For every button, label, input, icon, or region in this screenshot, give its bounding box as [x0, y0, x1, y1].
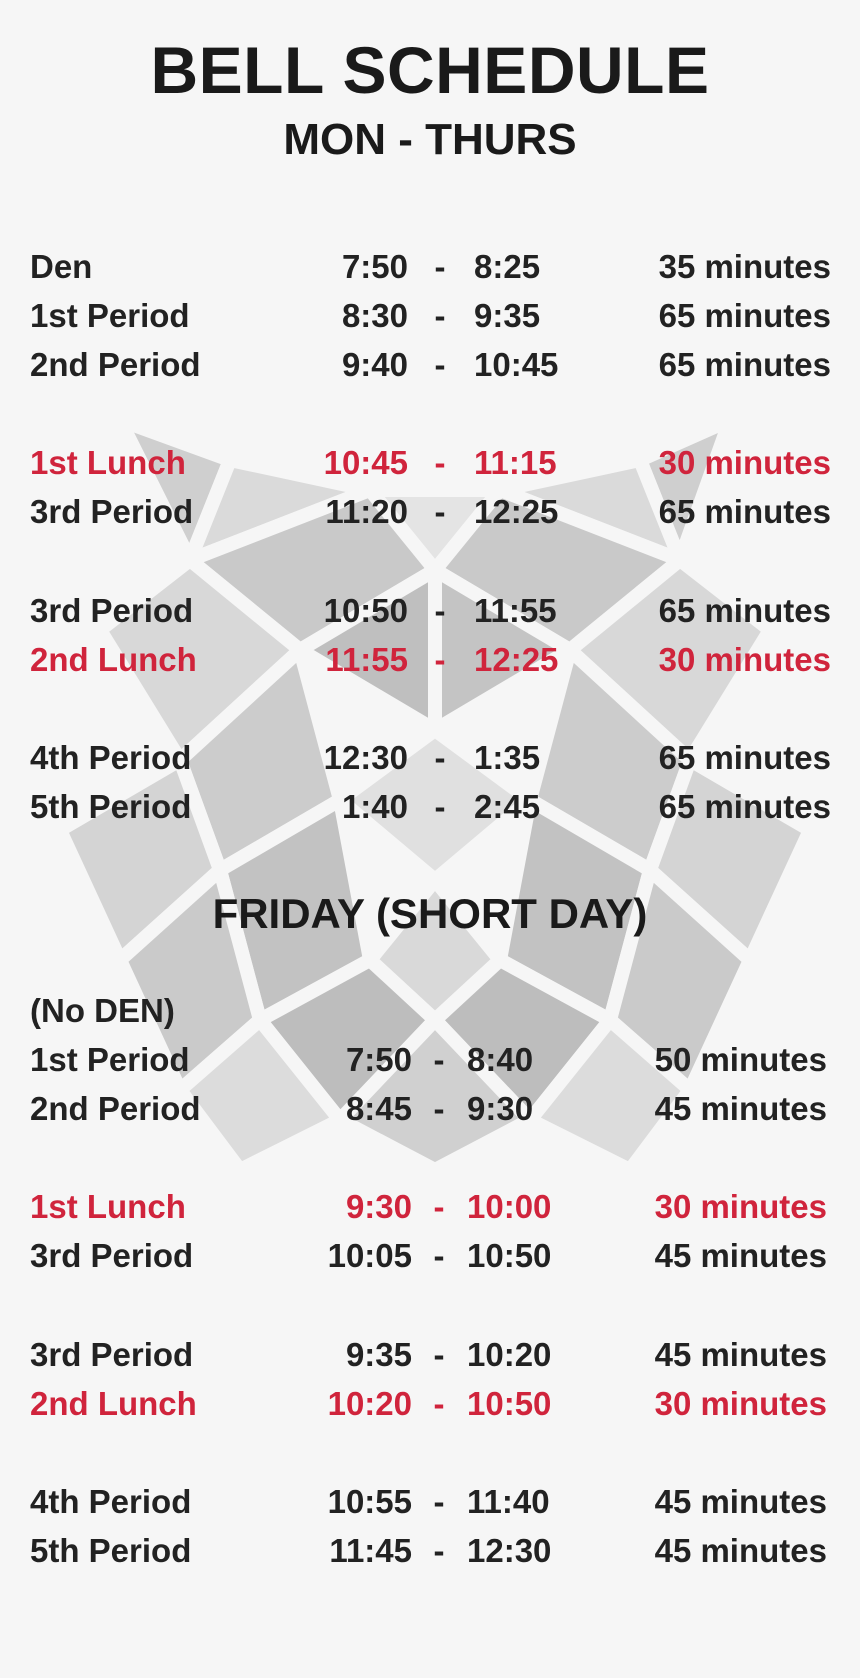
duration: 65 minutes [658, 739, 831, 776]
period-name: 3rd Period [30, 1336, 194, 1373]
duration: 65 minutes [658, 788, 831, 825]
end-time: 10:20 [467, 1336, 552, 1373]
end-time: 12:30 [467, 1532, 552, 1569]
end-time: 12:25 [474, 641, 559, 678]
end-time: 11:55 [474, 592, 557, 629]
duration: 50 minutes [654, 1041, 827, 1078]
time-separator: - [434, 592, 446, 629]
page-title: BELL SCHEDULE [150, 33, 710, 107]
time-separator: - [434, 788, 446, 825]
duration: 45 minutes [654, 1483, 827, 1520]
start-time: 11:45 [329, 1532, 412, 1569]
period-name: 3rd Period [30, 1237, 194, 1274]
end-time: 11:15 [474, 444, 557, 481]
duration: 30 minutes [654, 1188, 827, 1225]
time-separator: - [433, 1090, 445, 1127]
end-time: 10:45 [474, 346, 559, 383]
start-time: 10:50 [323, 592, 408, 629]
end-time: 10:50 [467, 1385, 552, 1422]
start-time: 7:50 [345, 1041, 412, 1078]
period-name: 1st Lunch [30, 1188, 186, 1225]
time-separator: - [434, 641, 446, 678]
duration: 45 minutes [654, 1532, 827, 1569]
end-time: 10:00 [467, 1188, 552, 1225]
start-time: 9:30 [345, 1188, 412, 1225]
friday-section-title: FRIDAY (SHORT DAY) [212, 890, 648, 937]
end-time: 8:40 [467, 1041, 534, 1078]
time-separator: - [433, 1041, 445, 1078]
period-name: 1st Lunch [30, 444, 186, 481]
period-name: 3rd Period [30, 592, 194, 629]
period-name: 4th Period [30, 739, 192, 776]
schedule-row [0, 733, 860, 782]
schedule-row [0, 1035, 860, 1084]
time-separator: - [433, 1385, 445, 1422]
duration: 65 minutes [658, 592, 831, 629]
schedule-row [0, 782, 860, 831]
start-time: 10:05 [327, 1237, 412, 1274]
end-time: 12:25 [474, 493, 559, 530]
time-separator: - [434, 248, 446, 285]
start-time: 10:55 [327, 1483, 412, 1520]
no-den-note: (No DEN) [30, 992, 175, 1029]
duration: 30 minutes [658, 444, 831, 481]
lunch-row [0, 1379, 860, 1428]
end-time: 10:50 [467, 1237, 552, 1274]
period-name: 1st Period [30, 297, 190, 334]
duration: 45 minutes [654, 1237, 827, 1274]
schedule-row [0, 487, 860, 536]
start-time: 1:40 [341, 788, 408, 825]
time-separator: - [433, 1237, 445, 1274]
end-time: 2:45 [474, 788, 541, 825]
time-separator: - [434, 739, 446, 776]
time-separator: - [434, 346, 446, 383]
schedule-row [0, 1330, 860, 1379]
lunch-row [0, 635, 860, 684]
time-separator: - [434, 444, 446, 481]
time-separator: - [433, 1483, 445, 1520]
start-time: 8:45 [345, 1090, 412, 1127]
start-time: 12:30 [323, 739, 408, 776]
schedule-note [0, 986, 860, 1035]
duration: 30 minutes [658, 641, 831, 678]
schedule-row [0, 586, 860, 635]
time-separator: - [433, 1336, 445, 1373]
period-name: 2nd Period [30, 346, 201, 383]
end-time: 8:25 [474, 248, 541, 285]
end-time: 9:30 [467, 1090, 534, 1127]
schedule-row [0, 1526, 860, 1575]
duration: 65 minutes [658, 297, 831, 334]
period-name: 2nd Lunch [30, 641, 197, 678]
period-name: 2nd Period [30, 1090, 201, 1127]
end-time: 11:40 [467, 1483, 550, 1520]
period-name: 1st Period [30, 1041, 190, 1078]
schedule-row [0, 1084, 860, 1133]
start-time: 11:20 [325, 493, 408, 530]
lunch-row [0, 438, 860, 487]
start-time: 11:55 [325, 641, 408, 678]
duration: 45 minutes [654, 1336, 827, 1373]
period-name: 5th Period [30, 1532, 192, 1569]
period-name: 2nd Lunch [30, 1385, 197, 1422]
time-separator: - [433, 1532, 445, 1569]
lunch-row [0, 1182, 860, 1231]
schedule-row [0, 1477, 860, 1526]
duration: 30 minutes [654, 1385, 827, 1422]
schedule-row [0, 340, 860, 389]
duration: 65 minutes [658, 346, 831, 383]
schedule-row [0, 1231, 860, 1280]
end-time: 1:35 [474, 739, 541, 776]
start-time: 9:35 [345, 1336, 412, 1373]
end-time: 9:35 [474, 297, 541, 334]
start-time: 10:45 [323, 444, 408, 481]
duration: 65 minutes [658, 493, 831, 530]
period-name: Den [30, 248, 93, 285]
period-name: 5th Period [30, 788, 192, 825]
schedule-row [0, 291, 860, 340]
duration: 35 minutes [658, 248, 831, 285]
page-subtitle: MON - THURS [283, 115, 577, 164]
time-separator: - [434, 297, 446, 334]
period-name: 4th Period [30, 1483, 192, 1520]
start-time: 7:50 [341, 248, 408, 285]
time-separator: - [434, 493, 446, 530]
period-name: 3rd Period [30, 493, 194, 530]
schedule-row [0, 242, 860, 291]
start-time: 9:40 [341, 346, 408, 383]
duration: 45 minutes [654, 1090, 827, 1127]
start-time: 8:30 [341, 297, 408, 334]
time-separator: - [433, 1188, 445, 1225]
start-time: 10:20 [327, 1385, 412, 1422]
